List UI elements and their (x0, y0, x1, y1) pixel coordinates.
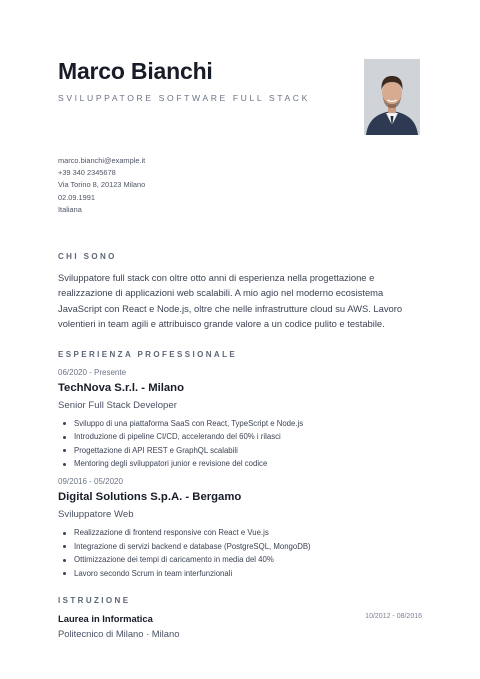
list-item: Mentoring degli sviluppatori junior e revisione del codice (58, 457, 422, 471)
list-item: Lavoro secondo Scrum in team interfunzionali (58, 567, 422, 581)
education-section (58, 596, 422, 643)
contact-block (58, 155, 422, 216)
contact-phone[interactable]: +39 340 2345678 (58, 168, 116, 178)
contact-nationality: Italiana (58, 204, 82, 214)
list-item: Ottimizzazione dei tempi di caricamento in media del 40% (58, 553, 422, 567)
contact-email[interactable]: marco.bianchi@example.it (58, 156, 146, 165)
job-dates: 09/2016 - 05/2020 (58, 477, 123, 487)
job-role: Senior Full Stack Developer (58, 399, 177, 411)
job-role: Sviluppatore Web (58, 509, 134, 521)
list-item: Sviluppo di una piattaforma SaaS con React, TypeScript e Node.js (58, 417, 422, 431)
contact-birthdate: 02.09.1991 (58, 192, 95, 202)
job-company: TechNova S.r.l. - Milano (58, 381, 184, 394)
list-item: Realizzazione di frontend responsive con React e Vue.js (58, 526, 422, 540)
list-item: Integrazione di servizi backend e database (PostgreSQL, MongoDB) (58, 540, 422, 554)
job-bullets (58, 417, 422, 471)
about-text: Sviluppatore full stack con oltre otto anni di esperienza nella progettazione e realizzazione di applicazioni web scalabili. A mio agio nel moderno ecosistema JavaScript con React e Node.js, oltre che nelle infrastrutture cloud su AWS. Lavoro volentieri in team agili e attribuisco grande valore a un codice pulito e testabile. (58, 272, 403, 330)
candidate-title: SVILUPPATORE SOFTWARE FULL STACK (58, 93, 310, 103)
experience-heading: ESPERIENZA PROFESSIONALE (58, 349, 238, 359)
education-entry (58, 613, 422, 643)
job-bullets (58, 526, 422, 580)
job-entry (58, 368, 422, 471)
profile-photo (364, 59, 420, 135)
job-entry (58, 477, 422, 580)
education-school: Politecnico di Milano · Milano (58, 628, 180, 640)
list-item: Progettazione di API REST e GraphQL scalabili (58, 444, 422, 458)
portrait-image (364, 59, 420, 135)
job-company: Digital Solutions S.p.A. - Bergamo (58, 491, 242, 504)
list-item: Introduzione di pipeline CI/CD, accelerando del 60% i rilasci (58, 430, 422, 444)
education-heading: ISTRUZIONE (58, 596, 131, 606)
job-dates: 06/2020 - Presente (58, 367, 127, 377)
education-dates: 10/2012 - 08/2016 (365, 613, 422, 621)
education-degree: Laurea in Informatica (58, 613, 153, 625)
candidate-name: Marco Bianchi (58, 58, 213, 84)
contact-address: Via Torino 8, 20123 Milano (58, 180, 146, 190)
about-section (58, 252, 422, 332)
experience-section (58, 350, 422, 581)
about-heading: CHI SONO (58, 252, 117, 262)
